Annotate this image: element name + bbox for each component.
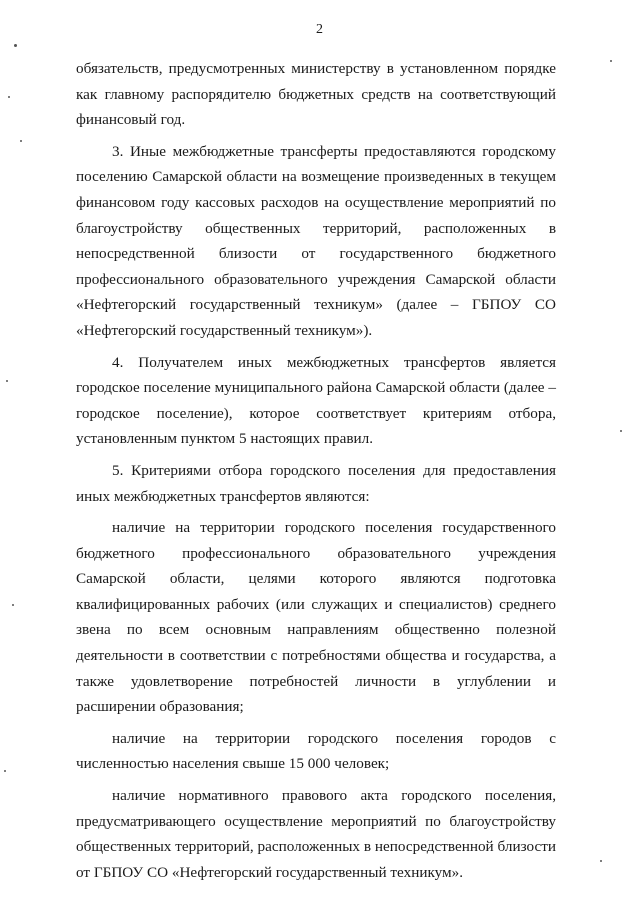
criterion-1: наличие на территории городского поселения государственного бюджетного профессионального образовательного учреждения Самарской области, целями которого являются подготовка квалифицированных рабочих (или служащих и специалистов) среднего звена по всем основным направлениям общественно полезной деятельности в соответствии с потребностями общества и государства, а также удовлетворение потребностей личности в углублении и расширении образования; [76,519,556,716]
scan-speck [6,380,8,382]
scan-speck [4,770,6,772]
paragraph-item-4: 4. Получателем иных межбюджетных трансфертов является городское поселение муниципального района Самарской области (далее – городское поселение), которое соответствует критериям отбора, установленным пунктом 5 настоящих правил. [76,353,556,448]
paragraph-item-3: 3. Иные межбюджетные трансферты предоставляются городскому поселению Самарской области на возмещение произведенных в текущем финансовом году кассовых расходов на осуществление мероприятий по благоустройству общественных территорий, расположенных в непосредственной близости от государственного бюджетного профессионального образовательного учреждения Самарской области «Нефтегорский государственный техникум» (далее – ГБПОУ СО «Нефтегорский государственный техникум»). [76,142,556,339]
page-number: 2 [316,22,323,37]
scan-speck [600,860,602,862]
scan-speck [610,60,612,62]
scan-speck [14,44,17,47]
paragraph-continuation: обязательств, предусмотренных министерству в установленном порядке как главному распорядителю бюджетных средств на соответствующий финансовый год. [76,60,556,129]
scan-speck [620,430,622,432]
criterion-2: наличие на территории городского поселения городов с численностью населения свыше 15 000 человек; [76,729,556,773]
scan-speck [20,140,22,142]
scan-speck [8,96,10,98]
scan-speck [12,604,14,606]
paragraph-item-5: 5. Критериями отбора городского поселения для предоставления иных межбюджетных трансфертов являются: [76,461,556,505]
document-body [76,56,556,885]
criterion-3: наличие нормативного правового акта городского поселения, предусматривающего осуществление мероприятий по благоустройству общественных территорий, расположенных в непосредственной близости от ГБПОУ СО «Нефтегорский государственный техникум». [76,787,556,881]
